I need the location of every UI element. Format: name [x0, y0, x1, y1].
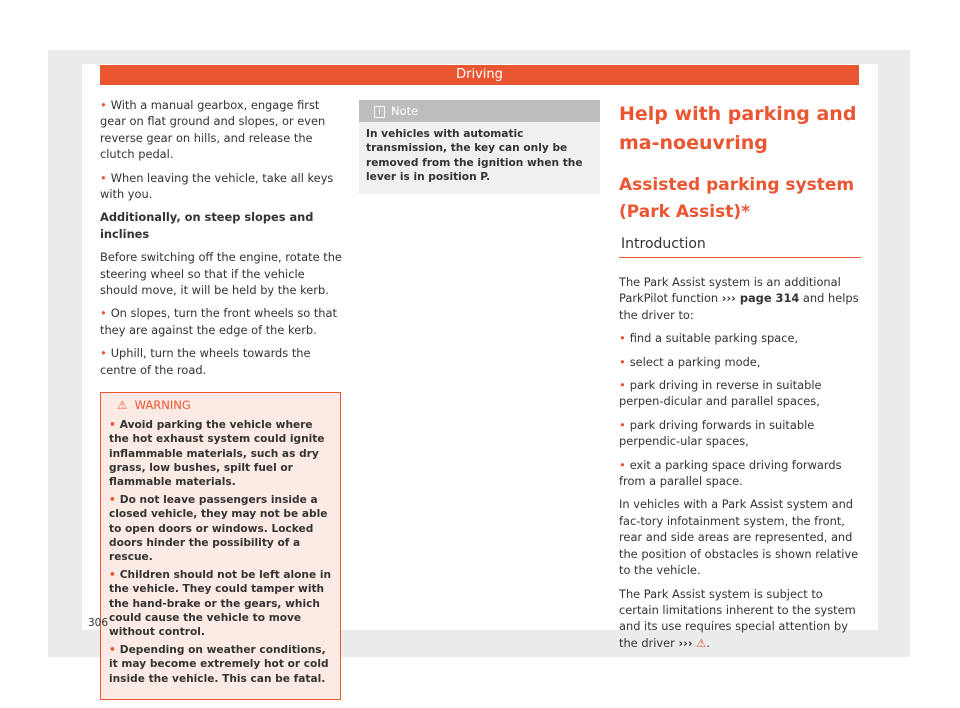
warning-body: [101, 414, 340, 699]
column-middle: [359, 100, 600, 194]
intro-text: The Park Assist system is an additional ParkPilot function: [619, 275, 841, 306]
info-icon: i: [374, 106, 385, 118]
note-header: [359, 100, 600, 122]
intro-text-end: and helps the driver to:: [619, 291, 859, 322]
paragraph: In vehicles with a Park Assist system and fac-tory infotainment system, the front, rear and side areas are represented, and the position of obstacles is shown relative to the vehicle.: [619, 497, 859, 578]
warning-item: • Depending on weather conditions, it may become extremely hot or cold inside the vehicle. This can be fatal.: [109, 643, 332, 686]
section-heading: Assisted parking system (Park Assist)*: [619, 175, 855, 222]
page-reference-link[interactable]: ››› page 314: [721, 291, 800, 306]
section-header: Driving: [100, 65, 859, 85]
column-left: [100, 97, 345, 700]
warning-triangle-icon: ⚠: [117, 398, 128, 413]
list-item: • select a parking mode,: [619, 354, 861, 370]
note-body: In vehicles with automatic transmission, the key can only be removed from the ignition when the lever is in position P.: [366, 128, 583, 184]
list-item: • park driving forwards in suitable perpendic-ular spaces,: [619, 417, 861, 450]
list-item: • When leaving the vehicle, take all keys with you.: [100, 170, 345, 203]
paragraph: Before switching off the engine, rotate the steering wheel so that if the vehicle should move, it will be held by the kerb.: [100, 250, 342, 298]
paragraph-text: The Park Assist system is subject to certain limitations inherent to the system and its use requires special attention by the driver: [619, 586, 856, 650]
page-number: 306: [88, 617, 109, 629]
list-item: • exit a parking space driving forwards from a parallel space.: [619, 457, 861, 490]
chapter-heading: Help with parking and ma-noeuvring: [619, 103, 857, 154]
list-item: • Uphill, turn the wheels towards the centre of the road.: [100, 345, 345, 378]
paragraph: [619, 274, 861, 323]
list-item: • find a suitable parking space,: [619, 330, 861, 346]
warning-header: [101, 393, 340, 414]
column-right: [619, 100, 861, 658]
list-item: • With a manual gearbox, engage first gear on flat ground and slopes, or even reverse gear on hills, and release the clutch pedal.: [100, 97, 345, 163]
warning-item: • Do not leave passengers inside a closed vehicle, they may not be able to open doors or windows. Locked doors hinder the possibility of a rescue.: [109, 493, 332, 564]
warning-item: • Avoid parking the vehicle where the hot exhaust system could ignite inflammable materials, such as dry grass, low bushes, spilt fuel or flammable materials.: [109, 418, 332, 489]
list-item: • On slopes, turn the front wheels so that they are against the edge of the kerb.: [100, 305, 345, 338]
subheading: Additionally, on steep slopes and inclines: [100, 210, 314, 241]
note-title: Note: [391, 104, 419, 118]
warning-reference-link[interactable]: ›››: [678, 635, 693, 650]
warning-triangle-icon: ⚠: [696, 635, 707, 650]
note-box: [359, 100, 600, 194]
warning-title: WARNING: [134, 398, 191, 413]
subsection-heading: Introduction: [619, 234, 861, 258]
list-item: • park driving in reverse in suitable perpen-dicular and parallel spaces,: [619, 377, 861, 410]
warning-box: [100, 392, 341, 700]
paragraph: The Park Assist system is subject to certain limitations inherent to the system and its use requires special attention by the driver ››› ⚠.: [619, 586, 856, 650]
warning-item: • Children should not be left alone in the vehicle. They could tamper with the hand-brake or the gears, which could cause the vehicle to move without control.: [109, 568, 332, 639]
